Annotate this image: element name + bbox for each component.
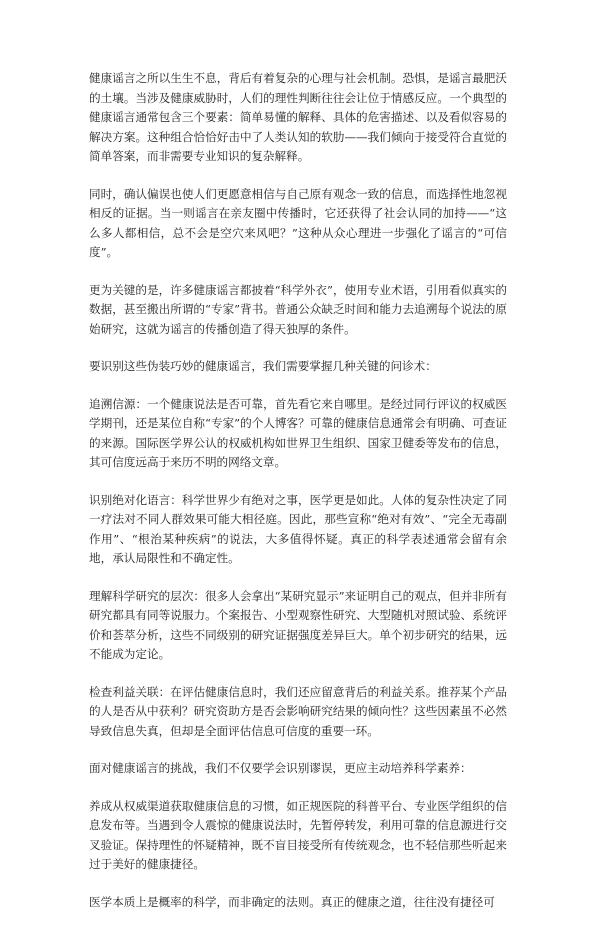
paragraph-science-disguise: 更为关键的是，许多健康谣言都披着“科学外衣”，使用专业术语，引用看似真实的数据，甚至搬出所谓的“专家”背书。普通公众缺乏时间和能力去追溯每个说法的原始研究，这就为谣言的传播创造了得天独厚的条件。 bbox=[89, 282, 507, 336]
paragraph-confirmation-bias: 同时，确认偏误也使人们更愿意相信与自己原有观念一致的信息，而选择性地忽视相反的证据。当一则谣言在亲友圈中传播时，它还获得了社会认同的加持——“这么多人都相信，总不会是空穴来风吧？”这种从众心理进一步强化了谣言的“可信度”。 bbox=[89, 186, 507, 259]
paragraph-trace-source: 追溯信源：一个健康说法是否可靠，首先看它来自哪里。是经过同行评议的权威医学期刊，还是某位自称“专家”的个人博客？可靠的健康信息通常会有明确、可查证的来源。国际医学界公认的权威机构如世界卫生组织、国家卫健委等发布的信息，其可信度远高于来历不明的网络文章。 bbox=[89, 396, 507, 469]
paragraph-psychology: 健康谣言之所以生生不息，背后有着复杂的心理与社会机制。恐惧，是谣言最肥沃的土壤。当涉及健康威胁时，人们的理性判断往往会让位于情感反应。一个典型的健康谣言通常包含三个要素：简单易懂的解释、具体的危害描述、以及看似容易的解决方案。这种组合恰恰好击中了人类认知的软肋——我们倾向于接受符合直觉的简单答案，而非需要专业知识的复杂解释。 bbox=[89, 71, 507, 163]
article-body bbox=[89, 69, 507, 930]
paragraph-conflict-of-interest: 检查利益关联：在评估健康信息时，我们还应留意背后的利益关系。推荐某个产品的人是否从中获利？研究资助方是否会影响研究结果的倾向性？这些因素虽不必然导致信息失真，但却是全面评估信息可信度的重要一环。 bbox=[89, 684, 507, 738]
paragraph-conclusion: 医学本质上是概率的科学，而非确定的法则。真正的健康之道，往往没有捷径可 bbox=[89, 894, 495, 909]
paragraph-absolute-language: 识别绝对化语言：科学世界少有绝对之事，医学更是如此。人体的复杂性决定了同一疗法对不同人群效果可能大相径庭。因此，那些宣称“绝对有效”、“完全无毒副作用”、“根治某种疾病”的说法，大多值得怀疑。真正的科学表述通常会留有余地，承认局限性和不确定性。 bbox=[89, 492, 507, 565]
paragraph-identification-intro: 要识别这些伪装巧妙的健康谣言，我们需要掌握几种关键的问诊术： bbox=[89, 359, 437, 373]
paragraph-research-levels: 理解科学研究的层次：很多人会拿出“某研究显示”来证明自己的观点，但并非所有研究都具有同等说服力。个案报告、小型观察性研究、大型随机对照试验、系统评价和荟萃分析，这些不同级别的研究证据强度差异巨大。单个初步研究的结果，远不能成为定论。 bbox=[89, 588, 507, 661]
paragraph-literacy-intro: 面对健康谣言的挑战，我们不仅要学会识别谬误，更应主动培养科学素养： bbox=[89, 761, 472, 775]
paragraph-habits: 养成从权威渠道获取健康信息的习惯，如正规医院的科普平台、专业医学组织的信息发布等。当遇到令人震惊的健康说法时，先暂停转发，利用可靠的信息源进行交叉验证。保持理性的怀疑精神，既不盲目接受所有传统观念，也不轻信那些听起来过于美好的健康捷径。 bbox=[89, 798, 507, 871]
